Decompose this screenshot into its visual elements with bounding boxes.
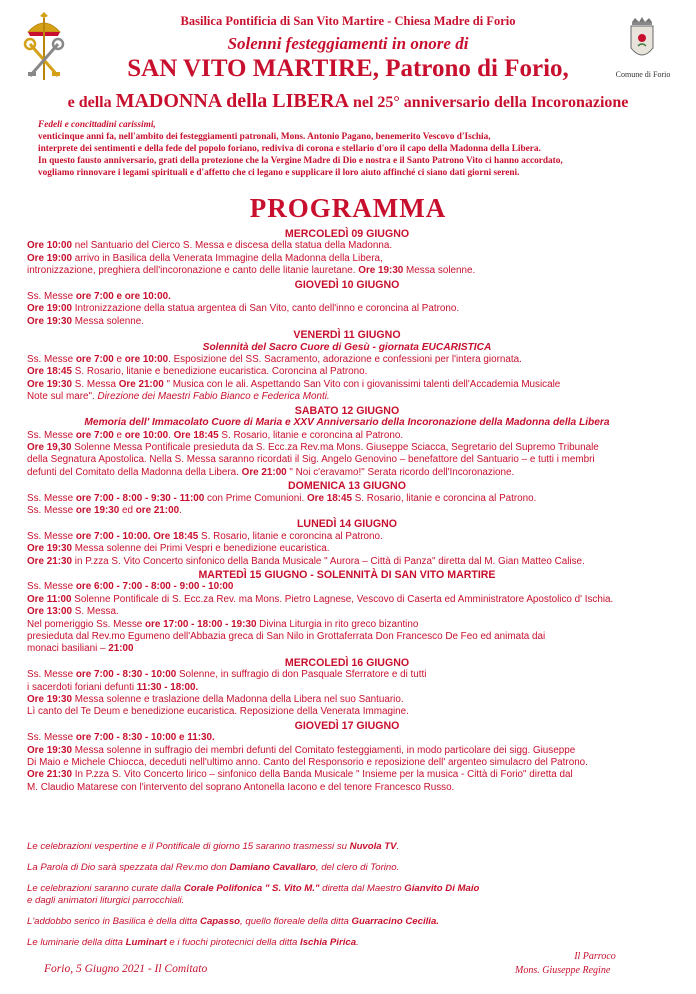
page-title: SAN VITO MARTIRE, Patrono di Forio, [127, 55, 569, 82]
note-line: Le celebrazioni saranno curate dalla Corale Polifonica " S. Vito M." diretta dal Maestro Gianvito Di Maio e dagli animatori liturgici parrocchiali. [27, 883, 480, 906]
intro-line: interprete dei sentimenti e della fede del popolo foriano, rediviva di corona e stellario d'oro il capo della Madonna della Libera. [38, 144, 541, 154]
program-line: Ore 10:00 nel Santuario del Cierco S. Messa e discesa della statua della Madonna. [27, 240, 393, 252]
program-line: intronizzazione, preghiera dell'incoronazione e canto delle litanie lauretane. Ore 19:30 Messa solenne. [27, 265, 476, 277]
intro-letter [38, 119, 678, 179]
note-line: L'addobbo serico in Basilica è della ditta Capasso, quello floreale della ditta Guarracino Cecilia. [27, 916, 439, 927]
festeggiamenti-line: Solenni festeggiamenti in onore di [227, 34, 469, 53]
note-line: La Parola di Dio sarà spezzata dal Rev.mo don Damiano Cavallaro, del clero di Torino. [27, 862, 400, 873]
program-line: Ore 19:30 Messa solenne. [27, 315, 144, 327]
notes-section [27, 841, 667, 958]
program-line: Ss. Messe ore 19:30 ed ore 21:00. [27, 504, 182, 516]
program-line: Ore 19:00 arrivo in Basilica della Venerata Immagine della Madonna della Libera, [27, 252, 383, 264]
basilica-line: Basilica Pontificia di San Vito Martire - Chiesa Madre di Forio [180, 14, 516, 28]
date-line: Forio, 5 Giugno 2021 - Il Comitato [44, 963, 208, 975]
program-line: Note sul mare". Direzione dei Maestri Fabio Bianco e Federica Monti. [27, 391, 330, 403]
day-heading: SABATO 12 GIUGNO [294, 404, 400, 417]
program-line: Ore 11:00 Solenne Pontificale di S. Ecc.za Rev. ma Mons. Pietro Lagnese, Vescovo di Caserta ed Amministratore Apostolico d' Ischia. [27, 593, 614, 605]
intro-line: vogliamo rinnovare i legami spirituali e d'affetto che ci legano e supplicare il loro aiuto affinché ci siano dati giorni sereni. [38, 168, 520, 178]
day-heading: MERCOLEDÌ 16 GIUGNO [284, 656, 410, 669]
signature-block [515, 950, 675, 978]
program-line: presieduta dal Rev.mo Egumeno dell'Abbazia greca di San Nilo in Grottaferrata Don Francesco De Feo ed animata dai [27, 631, 546, 642]
program-line: i sacerdoti foriani defunti 11:30 - 18:00. [27, 681, 199, 693]
program-line: Di Maio e Michele Chiocca, deceduti nell'ultimo anno. Canto del Responsorio e reposizione dell' argenteo simulacro del Patrono. [27, 757, 588, 769]
program-line: Ore 19,30 Solenne Messa Pontificale presieduta da S. Ecc.za Rev.ma Mons. Giuseppe Sciacca, Segretario del Supremo Tribunale [27, 441, 599, 453]
program-line: M. Claudio Matarese con l'intervento del soprano Antonella Iacono e del tenore Francesco Russo. [27, 781, 455, 793]
madonna-name: MADONNA della LIBERA [115, 90, 349, 112]
intro-line: venticinque anni fa, nell'ambito dei festeggiamenti patronali, Mons. Antonio Pagano, benemerito Vescovo d'Ischia, [38, 132, 491, 142]
day-heading: DOMENICA 13 GIUGNO [288, 480, 406, 493]
day-heading: LUNEDÌ 14 GIUGNO [296, 518, 398, 531]
program-line: Ss. Messe ore 7:00 - 8:30 - 10:00 Solenne, in suffragio di don Pasquale Sferratore e di tutti [27, 669, 427, 681]
program-line: monaci basiliani – 21:00 [27, 643, 134, 655]
madonna-line: e della MADONNA della LIBERA nel 25° anniversario della Incoronazione [67, 90, 629, 112]
program-line: Ore 13:00 S. Messa. [27, 606, 119, 618]
program-line: Ss. Messe ore 7:00 e ore 10:00. [27, 291, 171, 303]
program-line: Nel pomeriggio Ss. Messe ore 17:00 - 18:00 - 19:30 Divina Liturgia in rito greco bizantino [27, 618, 419, 630]
day-heading: MERCOLEDÌ 09 GIUGNO [284, 228, 410, 240]
program-schedule [27, 227, 667, 794]
program-line: Ore 21:30 in P.zza S. Vito Concerto sinfonico della Banda Musicale " Aurora – Città di Panza" diretta dal M. Gian Matteo Calise. [27, 555, 585, 567]
program-line: Ss. Messe ore 7:00 e ore 10:00. Ore 18:45 S. Rosario, litanie e coroncina al Patrono. [27, 429, 404, 441]
day-subtitle: Memoria dell' Immacolato Cuore di Maria e XXV Anniversario della Incoronazione della Madonna della Libera [84, 417, 610, 429]
program-line: Ore 21:30 In P.zza S. Vito Concerto lirico – sinfonico della Banda Musicale " Insieme per la musica - Città di Forio" diretta dal [27, 769, 573, 781]
program-line: Ore 19:00 Intronizzazione della statua argentea di San Vito, canto dell'inno e coroncina al Patrono. [27, 303, 460, 315]
intro-greeting: Fedeli e concittadini carissimi, [38, 120, 156, 130]
program-line: Ss. Messe ore 7:00 - 8:30 - 10:00 e 11:30. [27, 732, 215, 744]
program-line: Ss. Messe ore 7:00 - 8:00 - 9:30 - 11:00 con Prime Comunioni. Ore 18:45 S. Rosario, litanie e coroncina al Patrono. [27, 492, 537, 504]
program-line: Ore 19:30 S. Messa Ore 21:00 " Musica con le ali. Aspettando San Vito con i giovanissimi talenti dell'Accademia Musicale [27, 378, 561, 390]
program-line: Ss. Messe ore 7:00 e ore 10:00. Esposizione del SS. Sacramento, adorazione e confessioni per l'intera giornata. [27, 354, 522, 366]
day-heading: VENERDÌ 11 GIUGNO [293, 329, 401, 342]
parroco-name: Mons. Giuseppe Regine [515, 965, 611, 976]
day-subtitle: Solennità del Sacro Cuore di Gesù - giornata EUCARISTICA [202, 341, 492, 353]
program-line: Ore 19:30 Messa solenne e traslazione della Madonna della Libera nel suo Santuario. [27, 694, 404, 706]
parroco-title: Il Parroco [574, 951, 616, 962]
note-line: Le celebrazioni vespertine e il Pontificale di giorno 15 saranno trasmessi su Nuvola TV. [27, 841, 400, 852]
programma-heading: PROGRAMMA [249, 193, 447, 223]
comune-label: Comune di Forio [615, 70, 671, 79]
program-line: defunti del Comitato della Madonna della Libera. Ore 21:00 " Noi c'eravamo!" Serata ricordo dell'Incoronazione. [27, 466, 515, 478]
day-heading: MARTEDÌ 15 GIUGNO - SOLENNITÀ DI SAN VITO MARTIRE [198, 568, 496, 581]
day-heading: GIOVEDÌ 17 GIUGNO [294, 719, 400, 732]
program-line: della Segnatura Apostolica. Nella S. Messa saranno ricordati il Sig. Angelo Genovino – benefattore del Santuario – e tutti i membri [27, 454, 595, 466]
program-line: Ore 19:30 Messa solenne in suffragio dei membri defunti del Comitato festeggiamenti, in modo particolare dei sigg. Giuseppe [27, 744, 576, 756]
program-line: Lì canto del Te Deum e benedizione eucaristica. Reposizione della Venerata Immagine. [27, 706, 409, 718]
program-line: Ss. Messe ore 6:00 - 7:00 - 8:00 - 9:00 - 10:00 [27, 581, 234, 593]
program-line: Ss. Messe ore 7:00 - 10:00. Ore 18:45 S. Rosario, litanie e coroncina al Patrono. [27, 530, 383, 542]
day-heading: GIOVEDÌ 10 GIUGNO [294, 278, 400, 291]
note-line: Le luminarie della ditta Luminart e i fuochi pirotecnici della ditta Ischia Pirica. [27, 937, 359, 948]
program-line: Ore 19:30 Messa solenne dei Primi Vespri e benedizione eucaristica. [27, 543, 330, 555]
intro-line: In questo fausto anniversario, grati della protezione che la Vergine Madre di Dio e nostra e il Santo Patrono Vito ci hanno accordato, [38, 156, 563, 166]
program-line: Ore 18:45 S. Rosario, litanie e benedizione eucaristica. Coroncina al Patrono. [27, 366, 368, 378]
